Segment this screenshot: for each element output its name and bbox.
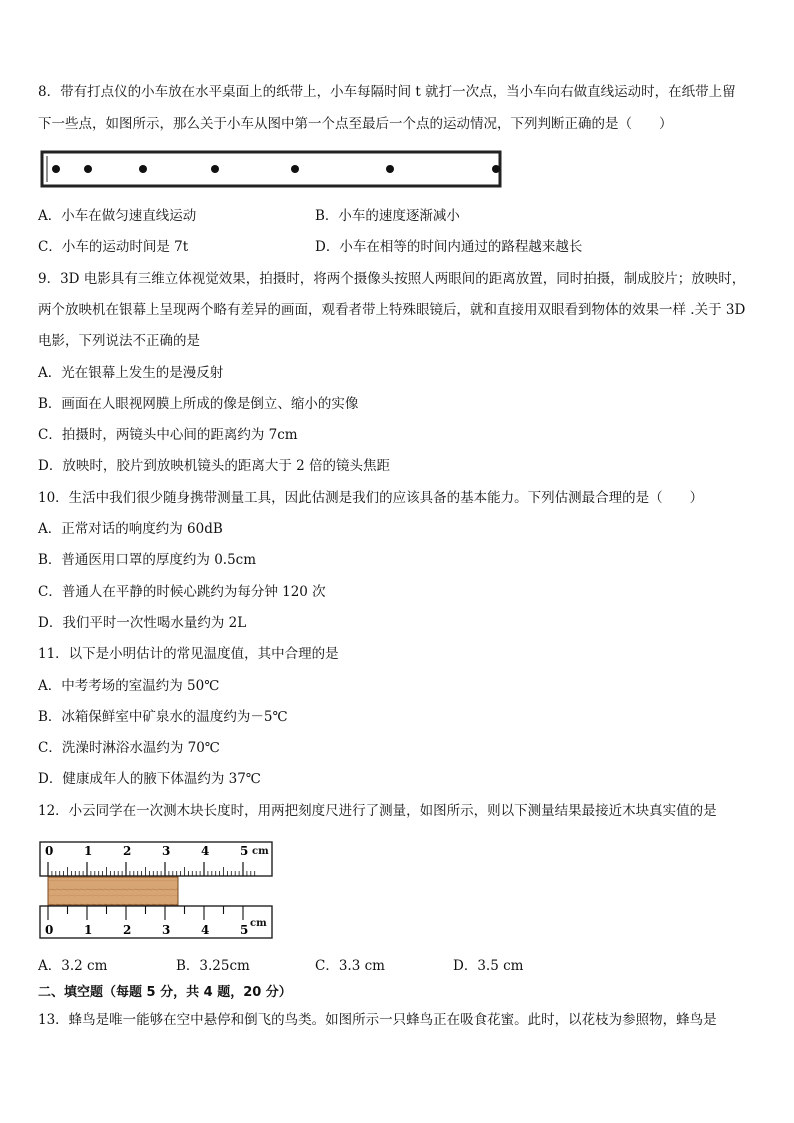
ruler-label: 1 — [84, 844, 93, 858]
ruler-label: 4 — [201, 923, 210, 937]
q12-stem: 12．小云同学在一次测木块长度时，用两把刻度尺进行了测量，如图所示，则以下测量结果最接近木块真实值的是 — [38, 803, 717, 819]
ruler-label: 2 — [123, 844, 132, 858]
q8-option-d: D．小车在相等的时间内通过的路程越来越长 — [315, 239, 583, 255]
tape-dot — [211, 165, 219, 173]
q11-option-d: D．健康成年人的腋下体温约为 37℃ — [38, 771, 261, 787]
tape-dot — [139, 165, 147, 173]
q8-stem-line2: 下一些点，如图所示，那么关于小车从图中第一个点至最后一个点的运动情况，下列判断正确的是（ ） — [38, 116, 673, 132]
q10-option-c: C．普通人在平静的时候心跳约为每分钟 120 次 — [38, 584, 326, 600]
q8-stem-line1: 8．带有打点仪的小车放在水平桌面上的纸带上，小车每隔时间 t 就打一次点，当小车向右做直线运动时，在纸带上留 — [38, 84, 736, 100]
section-title-fill-blank: 二、填空题（每题 5 分，共 4 题，20 分） — [38, 985, 292, 1000]
top-ruler — [40, 842, 272, 876]
q8-option-a: A．小车在做匀速直线运动 — [38, 208, 197, 224]
q13-stem: 13．蜂鸟是唯一能够在空中悬停和倒飞的鸟类。如图所示一只蜂鸟正在吸食花蜜。此时，以花枝为参照物，蜂鸟是 — [38, 1012, 717, 1028]
q10-option-b: B．普通医用口罩的厚度约为 0.5cm — [38, 552, 257, 568]
q10-stem: 10．生活中我们很少随身携带测量工具，因此估测是我们的应该具备的基本能力。下列估测最合理的是（ ） — [38, 490, 704, 506]
q8-option-c: C．小车的运动时间是 7t — [38, 239, 189, 255]
q9-stem-line3: 电影，下列说法不正确的是 — [38, 333, 200, 349]
q11-option-c: C．洗澡时淋浴水温约为 70℃ — [38, 740, 220, 756]
ruler-label: 0 — [45, 844, 54, 858]
ticker-tape-figure — [40, 148, 504, 190]
q12-option-d: D．3.5 cm — [453, 958, 524, 974]
tape-dot — [291, 165, 299, 173]
tape-dot — [492, 165, 500, 173]
tape-dot — [84, 165, 92, 173]
q9-option-c: C．拍摄时，两镜头中心间的距离约为 7cm — [38, 427, 298, 443]
ruler-label: 3 — [162, 923, 171, 937]
tape-dot — [52, 165, 60, 173]
ruler-label: 1 — [84, 923, 93, 937]
ruler-label: 2 — [123, 923, 132, 937]
q12-option-b: B．3.25cm — [176, 958, 250, 974]
q11-option-b: B．冰箱保鲜室中矿泉水的温度约为－5℃ — [38, 709, 288, 725]
bottom-ruler-unit: cm — [250, 918, 267, 929]
q9-stem-line1: 9．3D 电影具有三维立体视觉效果，拍摄时，将两个摄像头按照人两眼间的距离放置，同时拍摄，制成胶片；放映时， — [38, 271, 746, 287]
q12-option-c: C．3.3 cm — [315, 958, 385, 974]
tape-dot — [386, 165, 394, 173]
ruler-label: 3 — [162, 844, 171, 858]
q12-option-a: A．3.2 cm — [38, 958, 108, 974]
q8-option-b: B．小车的速度逐渐减小 — [315, 208, 460, 224]
ruler-label: 5 — [240, 923, 249, 937]
ruler-figure — [38, 840, 278, 942]
top-ruler-unit: cm — [252, 846, 269, 857]
q11-stem: 11．以下是小明估计的常见温度值，其中合理的是 — [38, 646, 339, 662]
q9-option-d: D．放映时，胶片到放映机镜头的距离大于 2 倍的镜头焦距 — [38, 458, 390, 474]
q10-option-a: A．正常对话的响度约为 60dB — [38, 521, 223, 537]
ruler-label: 5 — [240, 844, 249, 858]
q11-option-a: A．中考考场的室温约为 50℃ — [38, 678, 220, 694]
bottom-ruler — [40, 906, 272, 938]
q9-option-a: A．光在银幕上发生的是漫反射 — [38, 365, 224, 381]
q9-option-b: B．画面在人眼视网膜上所成的像是倒立、缩小的实像 — [38, 396, 359, 412]
ruler-label: 0 — [45, 923, 54, 937]
q10-option-d: D．我们平时一次性喝水量约为 2L — [38, 615, 247, 631]
q9-stem-line2: 两个放映机在银幕上呈现两个略有差异的画面，观看者带上特殊眼镜后，就和直接用双眼看到物体的效果一样 .关于 3D — [38, 302, 746, 318]
wood-block — [48, 877, 178, 905]
ruler-label: 4 — [201, 844, 210, 858]
